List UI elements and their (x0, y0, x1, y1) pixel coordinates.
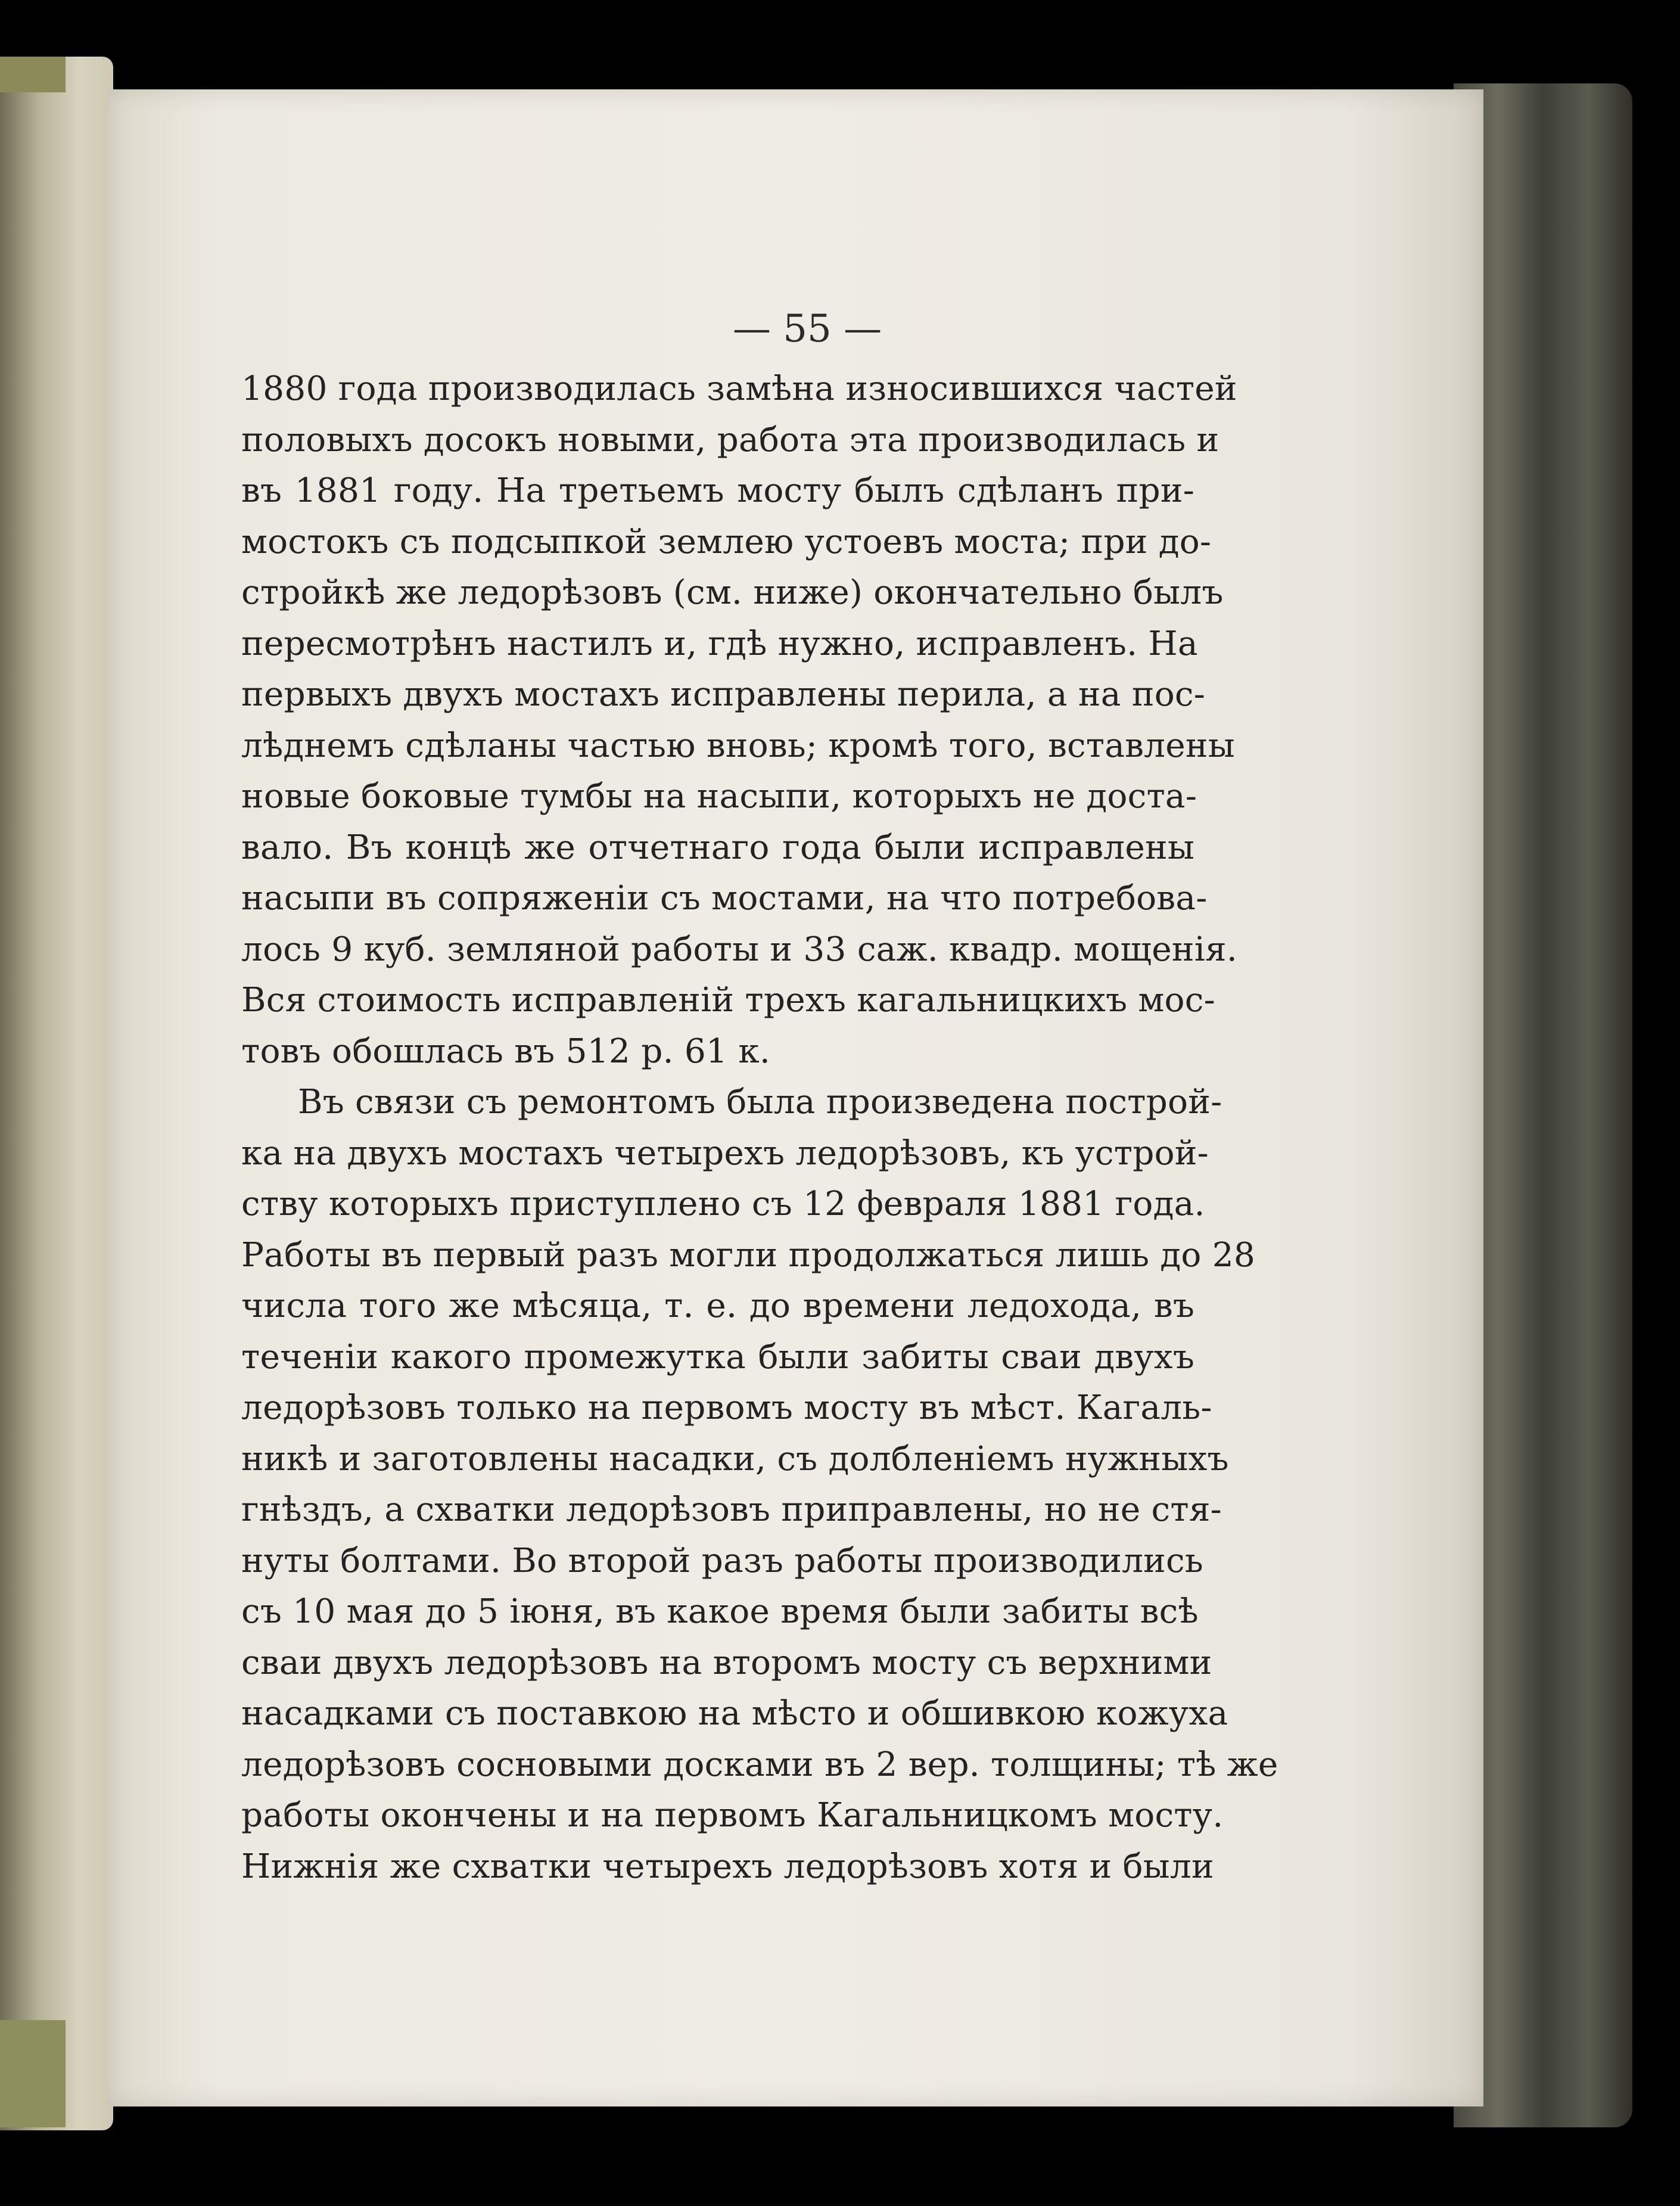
text-line: Работы въ первый разъ могли продолжаться лишь до 28 (241, 1235, 1256, 1275)
text-line: гнѣздъ, а схватки ледорѣзовъ приправлены, но не стя- (241, 1490, 1222, 1529)
text-line: ледорѣзовъ сосновыми досками въ 2 вер. толщины; тѣ же (241, 1745, 1278, 1784)
text-line: ка на двухъ мостахъ четырехъ ледорѣзовъ, къ устрой- (241, 1133, 1209, 1173)
text-line: работы окончены и на первомъ Кагальницкомъ мосту. (241, 1796, 1224, 1835)
book-page (107, 89, 1483, 2106)
text-line: ству которыхъ приступлено съ 12 февраля 1881 года. (241, 1185, 1205, 1223)
text-line-paragraph-end: товъ обошлась въ 512 р. 61 к. (241, 1031, 771, 1071)
text-line: съ 10 мая до 5 іюня, въ какое время были забиты всѣ (241, 1592, 1199, 1631)
left-page-edge-bottom (0, 2020, 66, 2127)
text-line: новые боковые тумбы на насыпи, которыхъ не доста- (241, 777, 1197, 816)
text-line: 1880 года производилась замѣна износившихся частей (241, 369, 1237, 408)
text-line: ледорѣзовъ только на первомъ мосту въ мѣст. Кагаль- (241, 1388, 1212, 1427)
left-page-edge-top (0, 57, 66, 92)
text-line: первыхъ двухъ мостахъ исправлены перила, а на пос- (241, 675, 1206, 714)
text-line: половыхъ досокъ новыми, работа эта производилась и (241, 420, 1219, 459)
text-line: Нижнія же схватки четырехъ ледорѣзовъ хотя и были (241, 1847, 1214, 1886)
text-line: теченіи какого промежутка были забиты сваи двухъ (241, 1337, 1194, 1377)
text-line-paragraph-start: Въ связи съ ремонтомъ была произведена построй- (298, 1083, 1222, 1121)
text-line: числа того же мѣсяца, т. е. до времени ледохода, въ (241, 1287, 1194, 1325)
body-text (241, 363, 1278, 1892)
text-line: пересмотрѣнъ настилъ и, гдѣ нужно, исправленъ. На (241, 624, 1198, 663)
text-line: лѣднемъ сдѣланы частью вновь; кромѣ того, вставлены (241, 726, 1235, 765)
left-page-edge (0, 57, 113, 2130)
text-line: насыпи въ сопряженіи съ мостами, на что потребова- (241, 879, 1208, 918)
page-number: — 55 — (732, 307, 882, 351)
text-line: стройкѣ же ледорѣзовъ (см. ниже) окончательно былъ (241, 573, 1224, 612)
text-line: сваи двухъ ледорѣзовъ на второмъ мосту съ верхними (241, 1643, 1212, 1682)
text-line: насадками съ поставкою на мѣсто и обшивкою кожуха (241, 1694, 1228, 1733)
text-line: лось 9 куб. земляной работы и 33 саж. квадр. мощенія. (241, 930, 1237, 969)
text-line: нуты болтами. Во второй разъ работы производились (241, 1541, 1203, 1580)
text-line: никѣ и заготовлены насадки, съ долбленіемъ нужныхъ (241, 1439, 1229, 1478)
text-line: вало. Въ концѣ же отчетнаго года были исправлены (241, 828, 1194, 867)
text-line: въ 1881 году. На третьемъ мосту былъ сдѣланъ при- (241, 471, 1194, 510)
text-line: Вся стоимость исправленій трехъ кагальницкихъ мос- (241, 981, 1215, 1020)
text-line: мостокъ съ подсыпкой землею устоевъ моста; при до- (241, 522, 1212, 561)
